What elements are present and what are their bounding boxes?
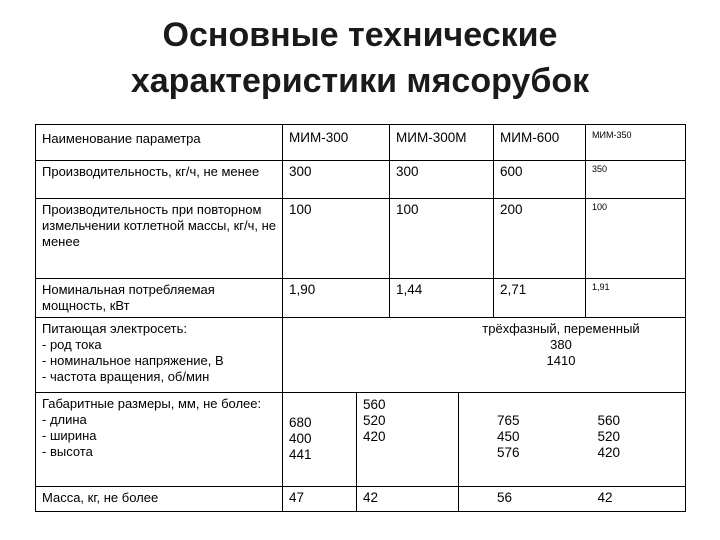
- table-row: [36, 160, 686, 198]
- table-row: [36, 278, 686, 318]
- slide-title: [0, 12, 720, 104]
- cell-mim350: 560 520 420: [586, 393, 686, 487]
- cell-mim300m: 42: [357, 487, 459, 512]
- cell-mim350: 100: [586, 198, 686, 278]
- row-param: Масса, кг, не более: [36, 487, 283, 512]
- cell-mim600: 765 450 576: [459, 393, 586, 487]
- row-param: Габаритные размеры, мм, не более: - длина - ширина - высота: [36, 393, 283, 487]
- cell-mim300: 47: [283, 487, 357, 512]
- cell-mim350: 1,91: [586, 278, 686, 318]
- header-col-mim300m: МИМ-300М: [390, 125, 494, 161]
- cell-mim300: 300: [283, 160, 390, 198]
- table-row: [36, 393, 686, 487]
- row-param: Питающая электросеть: - род тока - номинальное напряжение, В - частота вращения, об/мин: [36, 318, 283, 393]
- cell-merged-power-supply: трёхфазный, переменный 380 1410: [283, 318, 686, 393]
- cell-mim600: 600: [494, 160, 586, 198]
- cell-mim300m: 560 520 420: [357, 393, 459, 487]
- cell-mim300: 1,90: [283, 278, 390, 318]
- cell-mim600: 2,71: [494, 278, 586, 318]
- title-line-2: характеристики мясорубок: [130, 62, 590, 100]
- header-col-mim300: МИМ-300: [283, 125, 390, 161]
- header-col-mim600: МИМ-600: [494, 125, 586, 161]
- title-line-1: Основные технические: [162, 16, 558, 54]
- table-header-row: [36, 125, 686, 161]
- cell-mim600: 56: [459, 487, 586, 512]
- table-row: [36, 198, 686, 278]
- cell-mim300: 680 400 441: [283, 393, 357, 487]
- header-param: Наименование параметра: [36, 125, 283, 161]
- cell-mim600: 200: [494, 198, 586, 278]
- header-col-mim350: МИМ-350: [586, 125, 686, 161]
- row-param: Номинальная потребляемая мощность, кВт: [36, 278, 283, 318]
- table-row: [36, 318, 686, 393]
- cell-mim350: 42: [586, 487, 686, 512]
- cell-mim350: 350: [586, 160, 686, 198]
- row-param: Производительность, кг/ч, не менее: [36, 160, 283, 198]
- cell-mim300: 100: [283, 198, 390, 278]
- table-row: [36, 487, 686, 512]
- cell-mim300m: 1,44: [390, 278, 494, 318]
- cell-mim300m: 100: [390, 198, 494, 278]
- cell-mim300m: 300: [390, 160, 494, 198]
- specs-table: [35, 124, 686, 512]
- row-param: Производительность при повторном измельчении котлетной массы, кг/ч, не менее: [36, 198, 283, 278]
